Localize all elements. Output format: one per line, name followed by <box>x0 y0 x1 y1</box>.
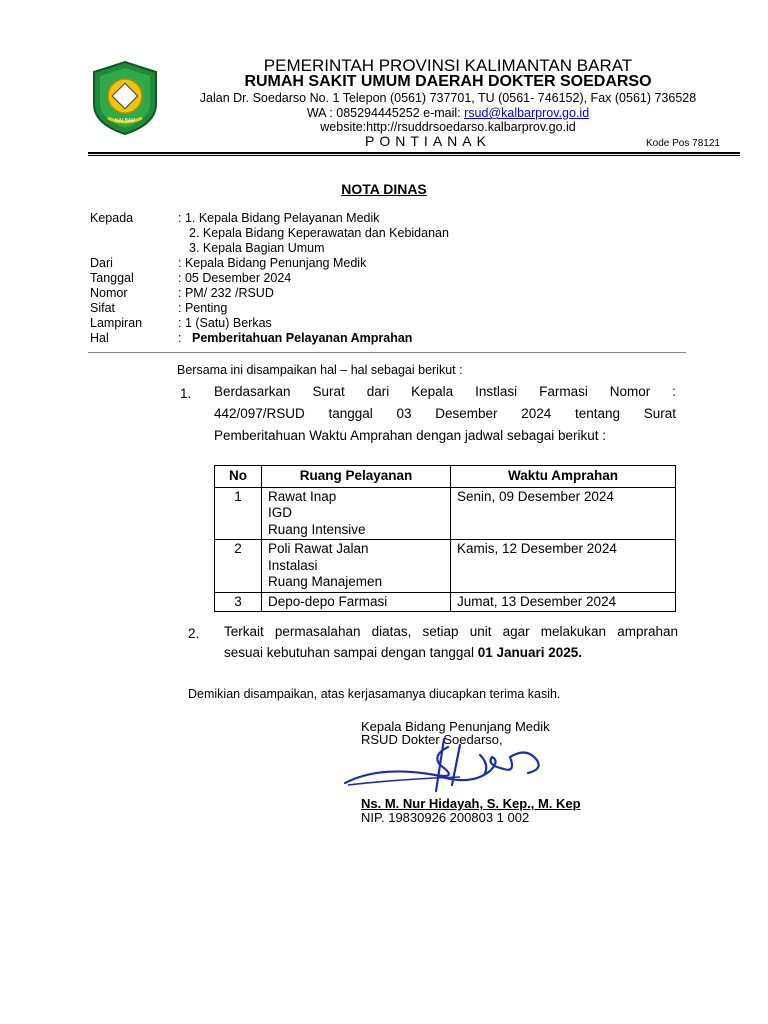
point-1-number: 1. <box>180 386 192 401</box>
closing-text: Demikian disampaikan, atas kerjasamanya diucapkan terima kasih. <box>188 687 561 701</box>
row-time: Senin, 09 Desember 2024 <box>451 487 676 540</box>
hal-value: Pemberitahuan Pelayanan Amprahan <box>192 331 413 345</box>
tanggal-value: : 05 Desember 2024 <box>178 271 292 285</box>
deadline-date: 01 Januari 2025. <box>477 645 583 660</box>
hospital-address: Jalan Dr. Soedarso No. 1 Telepon (0561) 737701, TU (0561- 746152), Fax (0561) 736528 <box>199 91 697 105</box>
table-row <box>215 592 676 612</box>
room-item: Ruang Manajemen <box>268 574 383 589</box>
logo-text: KALBAR <box>115 118 135 124</box>
email-link[interactable]: rsud@kalbarprov.go.id <box>464 106 590 120</box>
table-header-row <box>215 466 676 488</box>
room-item: IGD <box>268 505 293 520</box>
nomor-label: Nomor <box>90 286 128 300</box>
wa-number: WA : 085294445252 e-mail: <box>306 106 465 120</box>
tanggal-label: Tanggal <box>90 271 134 285</box>
row-no: 2 <box>215 540 262 593</box>
handwritten-signature <box>340 735 560 795</box>
signatory-position: Kepala Bidang Penunjang Medik <box>361 719 550 734</box>
row-rooms <box>262 592 451 612</box>
kepada-recipient-1: : 1. Kepala Bidang Pelayanan Medik <box>178 211 380 225</box>
kalbar-logo <box>90 60 160 136</box>
intro-text: Bersama ini disampaikan hal – hal sebagai berikut : <box>177 363 463 377</box>
point-1-line-3: Pemberitahuan Waktu Amprahan dengan jadwal sebagai berikut : <box>214 428 606 443</box>
table-row <box>215 487 676 540</box>
row-no: 3 <box>215 592 262 612</box>
point-2-line-1: Terkait permasalahan diatas, setiap unit agar melakukan amprahan <box>224 624 678 639</box>
table-row <box>215 540 676 593</box>
hospital-name: RUMAH SAKIT UMUM DAERAH DOKTER SOEDARSO <box>244 73 652 90</box>
room-item: Rawat Inap <box>268 488 337 504</box>
hal-label: Hal <box>90 331 109 345</box>
row-no: 1 <box>215 487 262 540</box>
fields-divider <box>88 352 686 353</box>
header-ruang: Ruang Pelayanan <box>262 466 451 488</box>
hal-colon: : <box>178 331 182 345</box>
government-name: PEMERINTAH PROVINSI KALIMANTAN BARAT <box>263 56 633 75</box>
room-item: Ruang Intensive <box>268 521 366 537</box>
sifat-label: Sifat <box>90 301 116 315</box>
postal-code: Kode Pos 78121 <box>646 138 720 149</box>
contact-line <box>168 106 728 120</box>
city-name: PONTIANAK <box>365 133 491 149</box>
dari-value: : Kepala Bidang Penunjang Medik <box>178 256 367 270</box>
room-item: Depo-depo Farmasi <box>268 593 388 609</box>
point-2-number: 2. <box>188 626 200 641</box>
signatory-name: Ns. M. Nur Hidayah, S. Kep., M. Kep <box>361 796 581 811</box>
signatory-institution: RSUD Dokter Soedarso, <box>361 732 503 747</box>
nomor-value: : PM/ 232 /RSUD <box>178 286 274 300</box>
point-2-text: sesuai kebutuhan sampai dengan tanggal <box>224 645 478 660</box>
point-2-line-2 <box>224 645 582 660</box>
header-no: No <box>215 466 262 488</box>
letterhead-divider <box>88 152 740 154</box>
room-item: Poli Rawat Jalan <box>268 541 369 556</box>
schedule-table <box>214 465 676 612</box>
dari-label: Dari <box>90 256 113 270</box>
room-item: Instalasi <box>268 557 318 573</box>
kepada-label: Kepada <box>90 211 134 225</box>
header-waktu: Waktu Amprahan <box>451 466 676 488</box>
sifat-value: : Penting <box>178 301 228 315</box>
signatory-nip: NIP. 19830926 200803 1 002 <box>361 810 530 825</box>
row-time: Kamis, 12 Desember 2024 <box>451 540 676 593</box>
document-title: NOTA DINAS <box>341 181 427 197</box>
lampiran-label: Lampiran <box>90 316 143 330</box>
row-rooms <box>262 540 451 593</box>
letterhead-divider-thin <box>88 155 740 156</box>
lampiran-value: : 1 (Satu) Berkas <box>178 316 272 330</box>
row-rooms <box>262 487 451 540</box>
row-time: Jumat, 13 Desember 2024 <box>451 592 676 612</box>
kepada-recipient-2: 2. Kepala Bidang Keperawatan dan Kebidanan <box>189 226 449 240</box>
point-1-line-2: 442/097/RSUD tanggal 03 Desember 2024 tentang Surat <box>214 406 676 421</box>
point-1-line-1: Berdasarkan Surat dari Kepala Instlasi Farmasi Nomor : <box>214 384 676 399</box>
kepada-recipient-3: 3. Kepala Bagian Umum <box>189 241 325 255</box>
website-line: website:http://rsuddrsoedarso.kalbarprov.go.id <box>320 120 576 134</box>
